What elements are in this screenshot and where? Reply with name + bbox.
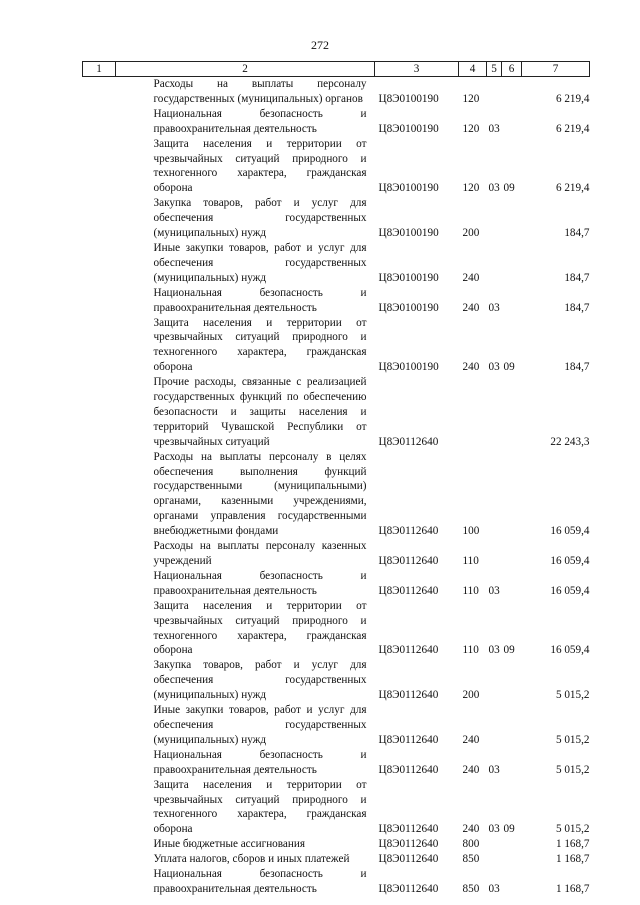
row-section: 03: [488, 182, 500, 195]
row-subsection: [502, 196, 522, 241]
row-number-cell: [83, 196, 116, 241]
row-section: 03: [488, 122, 500, 135]
column-header: 6: [502, 62, 522, 77]
row-section: [487, 703, 502, 748]
row-expense-type: 850: [462, 853, 480, 866]
column-header: 4: [459, 62, 487, 77]
row-expense-type: 240: [462, 271, 480, 284]
row-section: [487, 852, 502, 867]
row-section: 03: [488, 584, 500, 597]
row-subsection: [502, 658, 522, 703]
row-target-code: Ц8Э0100190: [378, 361, 439, 374]
row-number-cell: [83, 539, 116, 569]
row-expense-type: 200: [462, 689, 480, 702]
table-row: [83, 241, 590, 286]
row-number-cell: [83, 375, 116, 450]
row-number-cell: [83, 137, 116, 197]
row-target-code: Ц8Э0112640: [378, 644, 439, 657]
table-row: [83, 539, 590, 569]
row-number-cell: [83, 316, 116, 376]
row-amount: 184,7: [564, 227, 590, 240]
row-target-code: Ц8Э0112640: [378, 823, 439, 836]
row-target-code: Ц8Э0112640: [378, 584, 439, 597]
row-description: Национальная безопасность и правоохранительная деятельность: [153, 569, 367, 597]
row-section: [487, 539, 502, 569]
row-target-code: Ц8Э0112640: [378, 435, 439, 448]
row-number-cell: [83, 748, 116, 778]
row-subsection: [502, 241, 522, 286]
table-body: [83, 77, 590, 897]
row-amount: 6 219,4: [555, 182, 590, 195]
table-row: [83, 748, 590, 778]
row-description: Закупка товаров, работ и услуг для обеспечения государственных (муниципальных) нужд: [153, 659, 367, 702]
row-number-cell: [83, 778, 116, 838]
row-expense-type: 120: [462, 92, 480, 105]
row-description: Национальная безопасность и правоохранительная деятельность: [153, 748, 367, 776]
row-description: Иные закупки товаров, работ и услуг для обеспечения государственных (муниципальных) нужд: [153, 241, 367, 284]
row-subsection: 09: [503, 361, 515, 374]
row-section: 03: [488, 823, 500, 836]
row-number-cell: [83, 703, 116, 748]
row-expense-type: 240: [462, 733, 480, 746]
row-amount: 16 059,4: [550, 525, 590, 538]
row-number-cell: [83, 569, 116, 599]
row-subsection: [502, 703, 522, 748]
column-header: 1: [83, 62, 116, 77]
row-expense-type: 240: [462, 763, 480, 776]
row-description: Прочие расходы, связанные с реализацией государственных функций по обеспечению безопасности и защиты населения и территорий Чувашской Республики от чрезвычайных ситуаций: [153, 376, 367, 448]
row-amount: 1 168,7: [555, 838, 590, 851]
row-number-cell: [83, 837, 116, 852]
row-target-code: Ц8Э0100190: [378, 182, 439, 195]
row-amount: 184,7: [564, 301, 590, 314]
row-description: Национальная безопасность и правоохранительная деятельность: [153, 286, 367, 314]
row-expense-type: 110: [462, 584, 479, 597]
table-row: [83, 286, 590, 316]
row-description: Иные закупки товаров, работ и услуг для обеспечения государственных (муниципальных) нужд: [153, 704, 367, 746]
row-description: Защита населения и территории от чрезвычайных ситуаций природного и техногенного характера, гражданская оборона: [153, 316, 367, 374]
row-target-code: Ц8Э0112640: [378, 853, 439, 866]
row-description: Национальная безопасность и правоохранительная деятельность: [153, 868, 367, 895]
row-description: Закупка товаров, работ и услуг для обеспечения государственных (муниципальных) нужд: [153, 197, 367, 240]
row-amount: 5 015,2: [555, 763, 590, 776]
table-row: [83, 837, 590, 852]
row-section: 03: [488, 301, 500, 314]
row-expense-type: 240: [462, 823, 480, 836]
row-section: [487, 77, 502, 107]
row-description: Защита населения и территории от чрезвычайных ситуаций природного и техногенного характера, гражданская оборона: [153, 137, 367, 195]
row-subsection: 09: [503, 823, 515, 836]
row-subsection: [502, 107, 522, 137]
row-description: Расходы на выплаты персоналу казенных учреждений: [153, 540, 367, 567]
row-amount: 5 015,2: [555, 689, 590, 702]
table-row: [83, 852, 590, 867]
row-expense-type: 100: [462, 525, 480, 538]
table-row: [83, 599, 590, 659]
row-expense-type: 850: [462, 882, 480, 895]
row-target-code: Ц8Э0112640: [378, 838, 439, 851]
row-target-code: Ц8Э0112640: [378, 525, 439, 538]
row-section: 03: [488, 361, 500, 374]
row-subsection: 09: [503, 182, 515, 195]
row-target-code: Ц8Э0100190: [378, 227, 439, 240]
row-number-cell: [83, 852, 116, 867]
row-expense-type: 240: [462, 361, 480, 374]
row-subsection: 09: [503, 644, 515, 657]
row-expense-type: 120: [462, 122, 480, 135]
row-target-code: Ц8Э0100190: [378, 271, 439, 284]
table-row: [83, 703, 590, 748]
column-header: 7: [522, 62, 590, 77]
row-amount: 6 219,4: [555, 92, 590, 105]
row-subsection: [502, 450, 522, 539]
row-subsection: [502, 539, 522, 569]
row-target-code: Ц8Э0100190: [378, 92, 439, 105]
row-subsection: [502, 748, 522, 778]
table-row: [83, 107, 590, 137]
row-description: Расходы на выплаты персоналу в целях обеспечения выполнения функций государственными (муниципальными) органами, казенными учреждениями, органами управления государственными внебюджетными фондами: [153, 450, 367, 538]
row-amount: 16 059,4: [550, 584, 590, 597]
row-description: Защита населения и территории от чрезвычайных ситуаций природного и техногенного характера, гражданская оборона: [153, 599, 367, 657]
row-description: Защита населения и территории от чрезвычайных ситуаций природного и техногенного характера, гражданская оборона: [153, 778, 367, 836]
row-amount: 16 059,4: [550, 555, 590, 567]
row-section: [487, 658, 502, 703]
row-number-cell: [83, 286, 116, 316]
row-amount: 1 168,7: [555, 853, 590, 866]
table-row: [83, 450, 590, 539]
row-target-code: Ц8Э0112640: [378, 882, 439, 895]
row-expense-type: 110: [462, 555, 479, 567]
row-section: [487, 837, 502, 852]
table-row: [83, 316, 590, 376]
row-description: Уплата налогов, сборов и иных платежей: [153, 853, 350, 866]
row-description: Национальная безопасность и правоохранительная деятельность: [153, 107, 367, 135]
column-header: 2: [116, 62, 375, 77]
page-number: 272: [311, 38, 329, 52]
row-target-code: Ц8Э0112640: [378, 555, 439, 567]
row-section: [487, 196, 502, 241]
row-subsection: [502, 867, 522, 897]
row-section: 03: [488, 763, 500, 776]
row-number-cell: [83, 867, 116, 897]
row-amount: 5 015,2: [555, 733, 590, 746]
table-row: [83, 196, 590, 241]
row-amount: 22 243,3: [550, 435, 590, 448]
row-section: 03: [488, 644, 500, 657]
table-header-row: [83, 62, 590, 77]
column-header: 5: [487, 62, 502, 77]
row-expense-type: 110: [462, 644, 479, 657]
row-target-code: Ц8Э0112640: [378, 733, 439, 746]
row-target-code: Ц8Э0112640: [378, 763, 439, 776]
row-amount: 6 219,4: [555, 122, 590, 135]
row-expense-type: 200: [462, 227, 480, 240]
table-row: [83, 569, 590, 599]
row-amount: 184,7: [564, 271, 590, 284]
row-expense-type: 120: [462, 182, 480, 195]
table-row: [83, 375, 590, 450]
row-number-cell: [83, 77, 116, 107]
budget-table: [82, 61, 590, 897]
row-subsection: [502, 569, 522, 599]
row-number-cell: [83, 107, 116, 137]
row-section: 03: [488, 882, 500, 895]
row-section: [487, 375, 502, 450]
row-amount: 184,7: [564, 361, 590, 374]
row-target-code: Ц8Э0112640: [378, 689, 439, 702]
row-amount: 5 015,2: [555, 823, 590, 836]
row-description: Иные бюджетные ассигнования: [153, 838, 305, 851]
row-number-cell: [83, 450, 116, 539]
table-row: [83, 778, 590, 838]
row-subsection: [502, 837, 522, 852]
table-row: [83, 77, 590, 107]
table-row: [83, 658, 590, 703]
row-subsection: [502, 286, 522, 316]
row-expense-type: 800: [462, 838, 480, 851]
row-number-cell: [83, 599, 116, 659]
row-number-cell: [83, 241, 116, 286]
row-section: [487, 450, 502, 539]
row-subsection: [502, 852, 522, 867]
row-amount: 16 059,4: [550, 644, 590, 657]
row-target-code: Ц8Э0100190: [378, 301, 439, 314]
row-target-code: Ц8Э0100190: [378, 122, 439, 135]
row-section: [487, 241, 502, 286]
row-subsection: [502, 375, 522, 450]
row-subsection: [502, 77, 522, 107]
column-header: 3: [375, 62, 459, 77]
row-expense-type: 240: [462, 301, 480, 314]
row-expense-type: [459, 375, 487, 450]
row-description: Расходы на выплаты персоналу государственных (муниципальных) органов: [153, 78, 367, 105]
row-number-cell: [83, 658, 116, 703]
table-row: [83, 137, 590, 197]
row-amount: 1 168,7: [555, 882, 590, 895]
table-row: [83, 867, 590, 897]
